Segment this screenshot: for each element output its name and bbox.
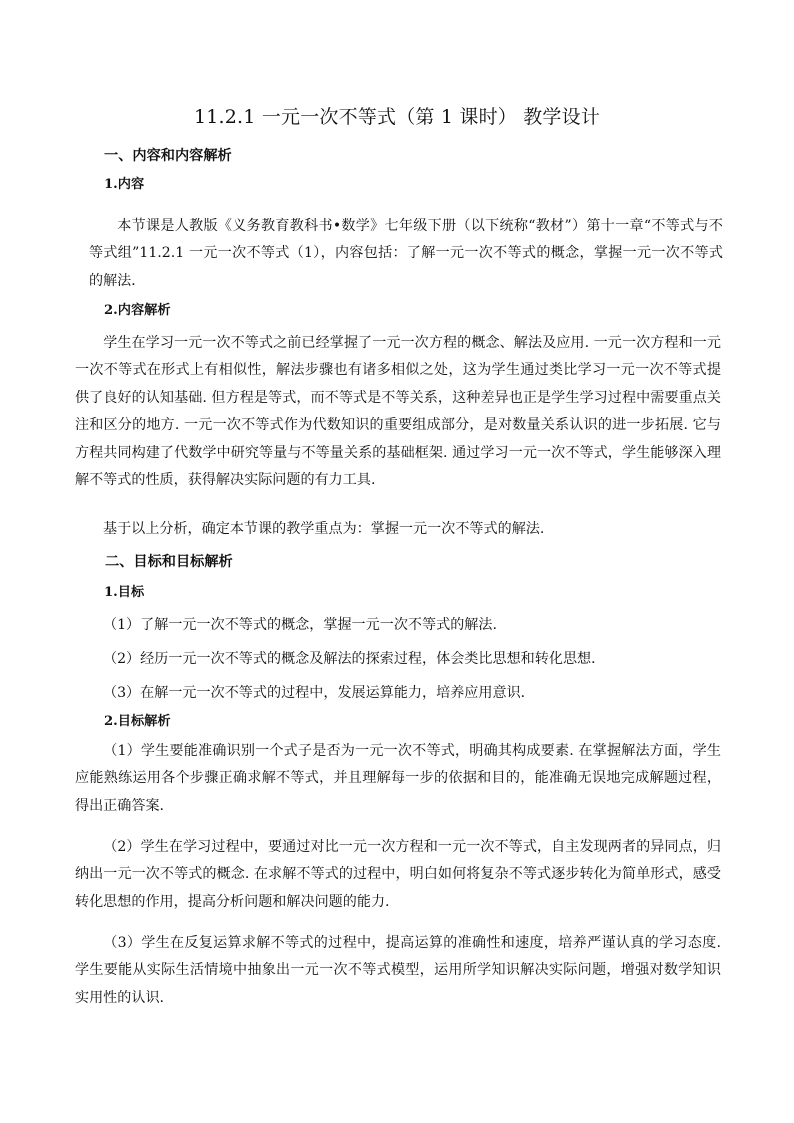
subheading-goals: 1.目标 — [104, 585, 145, 600]
section-heading-goals: 二、目标和目标解析 — [105, 554, 233, 570]
subheading-content-analysis: 2.内容解析 — [104, 303, 171, 318]
content-analysis-paragraph: 学生在学习一元一次不等式之前已经掌握了一元一次方程的概念、解法及应用. 一元一次方程和一元一次不等式在形式上有相似性，解法步骤也有诸多相似之处，这为学生通过类比学习一元一次不等式提供了良好的认知基础. 但方程是等式，而不等式是不等关系，这种差异也正是学生学习过程中需要重点关注和区分的地方. 一元一次不等式作为代数知识的重要组成部分，是对数量关系认识的进一步拓展. 它与方程共同构建了代数学中研究等量与不等量关系的基础框架. 通过学习一元一次不等式，学生能够深入理解不等式的性质，获得解决实际问题的有力工具. — [75, 335, 721, 489]
section-heading-content: 一、内容和内容解析 — [104, 148, 232, 164]
goal-item-3: （3）在解一元一次不等式的过程中，发展运算能力，培养应用意识． — [103, 685, 535, 701]
goal-analysis-paragraph-3: （3）学生在反复运算求解不等式的过程中，提高运算的准确性和速度，培养严谨认真的学习态度. 学生要能从实际生活情境中抽象出一元一次不等式模型，运用所学知识解决实际问题，增强对数学知识实用性的认识. — [75, 935, 721, 1006]
subheading-goal-analysis: 2.目标解析 — [104, 714, 171, 729]
goal-analysis-paragraph-2: （2）学生在学习过程中，要通过对比一元一次方程和一元一次不等式，自主发现两者的异同点，归纳出一元一次不等式的概念. 在求解不等式的过程中，明白如何将复杂不等式逐步转化为简单形式，感受转化思想的作用，提高分析问题和解决问题的能力. — [75, 839, 721, 910]
goal-analysis-paragraph-1: （1）学生要能准确识别一个式子是否为一元一次不等式，明确其构成要素. 在掌握解法方面，学生应能熟练运用各个步骤正确求解不等式，并且理解每一步的依据和目的，能准确无误地完成解题过程，得出正确答案. — [75, 743, 721, 814]
content-paragraph: 本节课是人教版《义务教育教科书•数学》七年级下册（以下统称“教材”）第十一章“不等式与不等式组”11.2.1 一元一次不等式（1），内容包括：了解一元一次不等式的概念，掌握一元一次不等式的解法． — [89, 218, 723, 289]
document-title: 11.2.1 一元一次不等式（第 1 课时） 教学设计 — [193, 106, 601, 128]
goal-item-1: （1）了解一元一次不等式的概念，掌握一元一次不等式的解法. — [103, 617, 497, 633]
teaching-focus-paragraph: 基于以上分析，确定本节课的教学重点为：掌握一元一次不等式的解法. — [103, 521, 545, 537]
subheading-content: 1.内容 — [104, 177, 145, 192]
goal-item-2: （2）经历一元一次不等式的概念及解法的探索过程，体会类比思想和转化思想． — [103, 651, 606, 667]
